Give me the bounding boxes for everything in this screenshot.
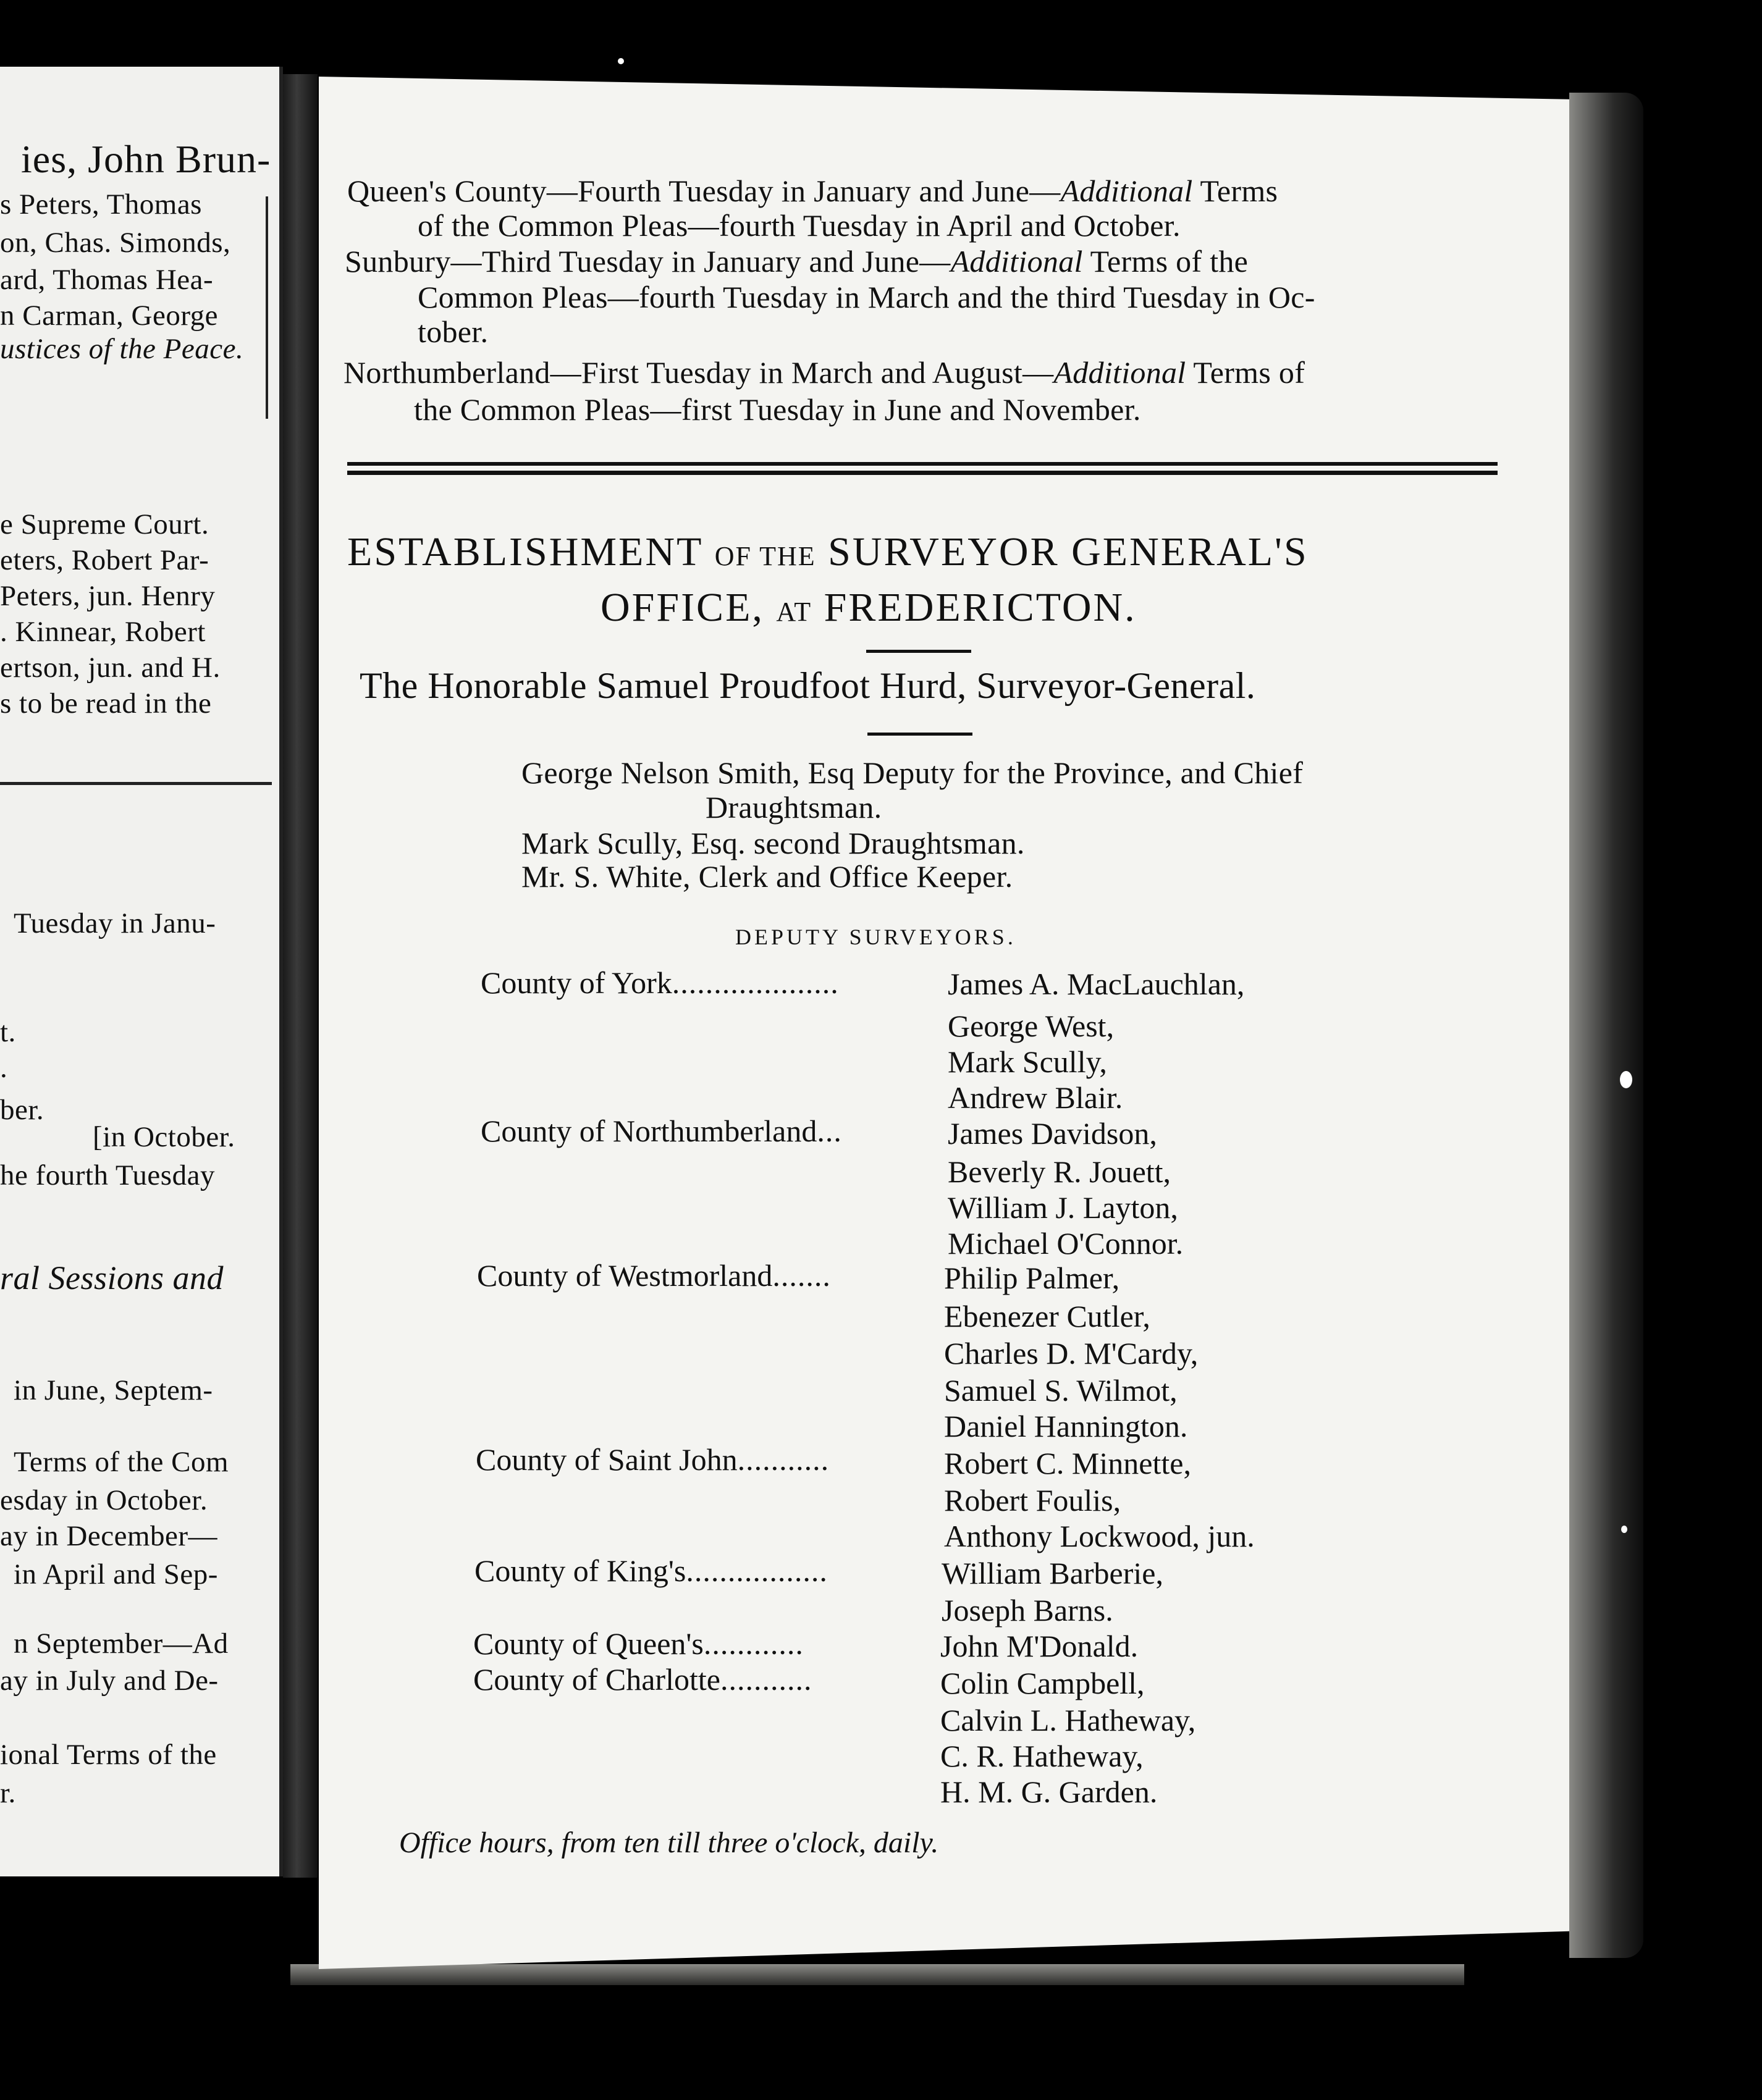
left-line: ional Terms of the	[0, 1739, 217, 1771]
left-line: n Carman, George	[0, 300, 218, 332]
margin-bar	[266, 196, 268, 419]
surveyor-name: William Barberie,	[942, 1556, 1163, 1590]
left-line: ay in December—	[0, 1520, 218, 1552]
left-line: eters, Robert Par-	[0, 544, 209, 576]
surveyor-name: Beverly R. Jouett,	[948, 1154, 1171, 1189]
page-bottom-edge	[290, 1964, 1464, 1985]
book-gutter	[283, 74, 318, 1878]
surveyor-general: The Honorable Samuel Proudfoot Hurd, Surveyor-General.	[360, 665, 1256, 706]
county-label: County of Saint John...........	[476, 1442, 830, 1477]
surveyor-name: James A. MacLauchlan,	[948, 967, 1245, 1001]
left-line: ard, Thomas Hea-	[0, 264, 214, 296]
left-line: Tuesday in Janu-	[14, 907, 216, 939]
left-line: .	[0, 1052, 8, 1084]
left-line: t.	[0, 1016, 16, 1048]
left-line: in June, Septem-	[14, 1374, 213, 1406]
staff-line: Mr. S. White, Clerk and Office Keeper.	[521, 859, 1013, 894]
left-line: e Supreme Court.	[0, 508, 209, 540]
surveyor-name: Robert Foulis,	[944, 1483, 1121, 1518]
left-line: Terms of the Com	[14, 1446, 229, 1478]
left-line: [in October.	[93, 1121, 235, 1153]
surveyor-name: H. M. G. Garden.	[940, 1774, 1158, 1809]
surveyor-name: Mark Scully,	[948, 1044, 1107, 1079]
left-page	[0, 67, 283, 1876]
surveyor-name: Daniel Hannington.	[944, 1409, 1188, 1443]
left-line: ies, John Brun-	[21, 137, 271, 181]
court-line: tober.	[418, 314, 489, 349]
left-line: Peters, jun. Henry	[0, 580, 216, 612]
surveyor-name: Robert C. Minnette,	[944, 1446, 1191, 1480]
left-line: he fourth Tuesday	[0, 1159, 215, 1191]
left-line: ral Sessions and	[0, 1259, 224, 1296]
office-hours: Office hours, from ten till three o'clock, daily.	[399, 1826, 939, 1859]
county-label: County of King's.................	[474, 1553, 828, 1588]
section-heading: OFFICE, AT FREDERICTON.	[601, 585, 1137, 630]
left-line: esday in October.	[0, 1484, 208, 1516]
surveyor-name: Anthony Lockwood, jun.	[944, 1519, 1255, 1553]
surveyor-name: Michael O'Connor.	[948, 1226, 1184, 1261]
county-label: County of Northumberland...	[481, 1114, 842, 1148]
court-line: Sunbury—Third Tuesday in January and June—Additional Terms of the	[345, 244, 1249, 279]
dust-speck	[618, 58, 624, 64]
surveyor-name: James Davidson,	[948, 1116, 1157, 1151]
surveyor-name: Andrew Blair.	[948, 1080, 1123, 1115]
surveyor-name: Joseph Barns.	[942, 1593, 1113, 1628]
surveyor-name: John M'Donald.	[940, 1629, 1139, 1663]
dust-speck	[1620, 1071, 1632, 1088]
surveyor-name: Philip Palmer,	[944, 1261, 1120, 1295]
county-label: County of Westmorland.......	[477, 1258, 831, 1293]
surveyor-name: Calvin L. Hatheway,	[940, 1703, 1196, 1737]
double-divider	[347, 462, 1498, 476]
left-line: s Peters, Thomas	[0, 188, 202, 220]
county-label: County of Charlotte...........	[473, 1662, 812, 1697]
short-rule	[867, 733, 972, 736]
court-line: of the Common Pleas—fourth Tuesday in April and October.	[418, 208, 1181, 243]
left-line: n September—Ad	[14, 1628, 229, 1660]
surveyor-name: Ebenezer Cutler,	[944, 1299, 1150, 1334]
left-line: . Kinnear, Robert	[0, 616, 206, 648]
short-rule	[866, 650, 971, 653]
left-line: s to be read in the	[0, 687, 212, 720]
section-heading: ESTABLISHMENT OF THE SURVEYOR GENERAL'S	[347, 529, 1309, 574]
left-line: ber.	[0, 1094, 44, 1126]
county-label: County of York....................	[481, 965, 839, 1000]
county-label: County of Queen's............	[473, 1626, 804, 1661]
court-line: Common Pleas—fourth Tuesday in March and the third Tuesday in Oc-	[418, 280, 1315, 314]
surveyor-name: William J. Layton,	[948, 1190, 1178, 1225]
page-edge	[1569, 93, 1643, 1958]
surveyor-name: Charles D. M'Cardy,	[944, 1336, 1199, 1371]
deputy-surveyors-title: DEPUTY SURVEYORS.	[735, 925, 1016, 949]
surveyor-name: Samuel S. Wilmot,	[944, 1373, 1178, 1408]
staff-line: Mark Scully, Esq. second Draughtsman.	[521, 826, 1025, 860]
staff-line: George Nelson Smith, Esq Deputy for the Province, and Chief	[521, 755, 1304, 790]
left-line: in April and Sep-	[14, 1558, 218, 1590]
left-divider	[0, 782, 272, 785]
surveyor-name: C. R. Hatheway,	[940, 1739, 1144, 1773]
surveyor-name: George West,	[948, 1009, 1115, 1043]
court-line: Northumberland—First Tuesday in March and August—Additional Terms of	[344, 355, 1305, 390]
staff-line: Draughtsman.	[706, 790, 882, 825]
left-line: on, Chas. Simonds,	[0, 227, 231, 259]
left-line: ertson, jun. and H.	[0, 652, 221, 684]
court-line: Queen's County—Fourth Tuesday in January and June—Additional Terms	[347, 174, 1278, 208]
left-line: ay in July and De-	[0, 1665, 219, 1697]
left-line: ustices of the Peace.	[0, 333, 244, 365]
surveyor-name: Colin Campbell,	[940, 1666, 1145, 1700]
left-line: r.	[0, 1777, 16, 1809]
dust-speck	[1621, 1526, 1627, 1533]
court-line: the Common Pleas—first Tuesday in June and November.	[414, 392, 1141, 427]
